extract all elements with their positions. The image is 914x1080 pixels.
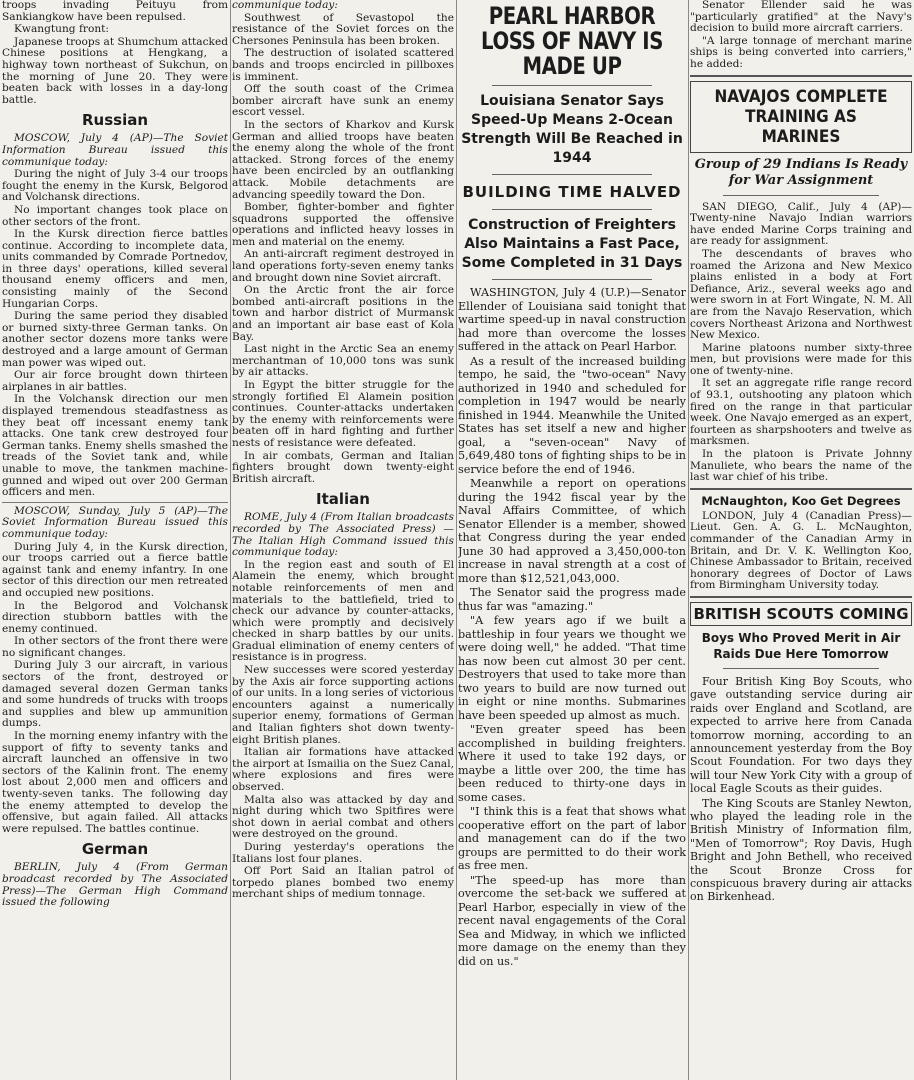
paragraph: On the Arctic front the air force bombed anti-aircraft positions in the town and harbor district of Murmansk and an important air base east of Kola Bay.	[232, 284, 454, 343]
paragraph: Four British King Boy Scouts, who gave outstanding service during air raids over England and Scotland, are expected to arrive here from Canada tomorrow morning, according to an announcement yesterday from the Boy Scout Foundation. For two days they will tour New York City with a group of local Eagle Scouts as their guides.	[690, 674, 912, 796]
deck: Boys Who Proved Merit in Air Raids Due Here Tomorrow	[701, 630, 901, 661]
paragraph: Off Port Said an Italian patrol of torpedo planes bombed two enemy merchant ships of medium tonnage.	[232, 865, 454, 901]
deck: Construction of Freighters Also Maintains a Fast Pace, Some Completed in 31 Days	[461, 217, 683, 271]
divider	[723, 195, 878, 196]
paragraph: An anti-aircraft regiment destroyed in land operations forty-seven enemy tanks and brought down nine Soviet aircraft.	[232, 248, 454, 284]
paragraph: It set an aggregate rifle range record of 93.1, outshooting any platoon which fired on the range in that particular week. One Navajo emerged as an expert, fourteen as sharpshooters and twelve as marksmen.	[690, 377, 912, 448]
dateline: BERLIN, July 4 (From German broadcast recorded by The Associated Press)—The German High Command issued the following	[2, 861, 228, 909]
headline: PEARL HARBOR LOSS OF NAVY IS MADE UP	[481, 2, 663, 80]
column-1	[2, 0, 228, 1080]
russian-heading: Russian	[81, 111, 149, 130]
german-heading: German	[81, 840, 149, 859]
paragraph: In the Volchansk direction our men displayed tremendous steadfastness as they beat off incessant enemy tank attacks. One tank crew destroyed four German tanks. Enemy shells smashed the treads of the Soviet tank and, while unable to move, the tankmen machine-gunned and wiped out over 200 German officers and men.	[2, 393, 228, 499]
column-rule	[456, 0, 457, 1080]
paragraph: The descendants of braves who roamed the Arizona and New Mexico plains enlisted in a body at Fort Defiance, Ariz., several weeks ago and were sworn in at Fort Wingate, N. M. All are from the Navajo Reservation, which covers Northeast Arizona and Northwest New Mexico.	[690, 247, 912, 342]
column-3	[458, 0, 686, 1080]
paragraph: "The speed-up has more than overcome the set-back we suffered at Pearl Harbor, especially in view of the recent naval engagements of the Coral Sea and Midway, in which we inflicted more damage on the enemy than they did on us."	[458, 873, 686, 968]
paragraph: During July 4, in the Kursk direction, our troops carried out a fierce battle against tank and enemy infantry. In one sector of this direction our men retreated and occupied new positions.	[2, 540, 228, 599]
paragraph: As a result of the increased building tempo, he said, the "two-ocean" Navy authorized in 1940 and scheduled for completion in 1947 would be nearly finished in 1944. Meanwhile the United States has set itself a new and higher goal, a "seven-ocean" Navy of 5,649,480 tons of fighting ships to be in service before the end of 1946.	[458, 354, 686, 476]
headline: McNaughton, Koo Get Degrees	[701, 493, 901, 508]
scouts-article	[690, 675, 912, 904]
paragraph: In other sectors of the front there were no significant changes.	[2, 635, 228, 659]
paragraph: In air combats, German and Italian fighters brought down twenty-eight British aircraft.	[232, 449, 454, 485]
paragraph: During the night of July 3-4 our troops fought the enemy in the Kursk, Belgorod and Volchansk directions.	[2, 168, 228, 204]
paragraph: New successes were scored yesterday by the Axis air force supporting actions of our units. In a long series of victorious encounters against a numerically superior enemy, formations of German and Italian fighters shot down twenty-eight British planes.	[232, 664, 454, 746]
headline: NAVAJOS COMPLETE TRAINING AS MARINES	[714, 86, 888, 147]
paragraph: communique today:	[232, 0, 338, 11]
paragraph: The King Scouts are Stanley Newton, who played the leading role in the British Ministry of Information film, "Men of Tomorrow"; Roy Davis, Hugh Bright and John Bethell, who received the Scout Bronze Cross for conspicuous bravery during air attacks on Birkenhead.	[690, 796, 912, 904]
paragraph: Japanese troops at Shumchum attacked Chinese positions at Hengkang, a highway town northeast of Sukchun, on the morning of June 20. They were beaten back with losses in a day-long battle.	[2, 35, 228, 106]
paragraph: Bomber, fighter-bomber and fighter squadrons supported the offensive operations and inflicted heavy losses in men and material on the enemy.	[232, 201, 454, 248]
column-rule	[230, 0, 231, 1080]
paragraph: "Even greater speed has been accomplished in building freighters. Where it used to take 192 days, or maybe a little over 200, the time has been reduced to thirty-one days in some cases.	[458, 723, 686, 804]
paragraph: Marine platoons number sixty-three men, but provisions were made for this one of twenty-nine.	[690, 341, 912, 377]
deck: BUILDING TIME HALVED	[462, 183, 682, 201]
divider	[690, 75, 912, 77]
paragraph: In the platoon is Private Johnny Manuliete, who bears the name of the last war chief of his tribe.	[690, 448, 912, 484]
divider	[723, 668, 878, 669]
paragraph: Our air force brought down thirteen airplanes in air battles.	[2, 369, 228, 393]
paragraph: In the Kursk direction fierce battles continue. According to incomplete data, units commanded by Comrade Portnedov, in three days' operations, killed several thousand enemy officers and men, consisting mainly of the Second Hungarian Corps.	[2, 228, 228, 310]
paragraph: "A few years ago if we built a battleship in four years we thought we were doing well," he added. "That time has now been cut almost 30 per cent. Destroyers that used to take more than two years to build are now turned out in eight or nine months. Submarines have been speeded up almost as much.	[458, 614, 686, 722]
paragraph: Italian air formations have attacked the airport at Ismailia on the Suez Canal, where explosions and fires were observed.	[232, 746, 454, 793]
deck: Group of 29 Indians Is Ready for War Assignment	[694, 156, 908, 188]
navajo-headline-box	[690, 81, 912, 153]
paragraph: During July 3 our aircraft, in various sectors of the front, destroyed or damaged several dozen German tanks and some hundreds of trucks with troops and supplies and blew up ammunition dumps.	[2, 659, 228, 730]
paragraph: During the same period they disabled or burned sixty-three German tanks. On another sector dozens more tanks were destroyed and a large amount of German man power was wiped out.	[2, 310, 228, 369]
paragraph: The Senator said the progress made thus far was "amazing."	[458, 586, 686, 613]
paragraph: In the Belgorod and Volchansk direction stubborn battles with the enemy continued.	[2, 599, 228, 635]
paragraph: "A large tonnage of merchant marine ships is being converted into carriers," he added:	[690, 34, 912, 70]
paragraph: During yesterday's operations the Italians lost four planes.	[232, 840, 454, 865]
paragraph: Kwangtung front:	[14, 23, 109, 36]
headline: BRITISH SCOUTS COMING	[690, 602, 912, 626]
paragraph: "I think this is a feat that shows what cooperative effort on the part of labor and management can do if the two groups are permitted to do their work as free men.	[458, 805, 686, 872]
divider	[492, 85, 652, 86]
paragraph: Senator Ellender said he was "particularly gratified" at the Navy's decision to build more aircraft carriers.	[690, 0, 912, 35]
dateline: SAN DIEGO, Calif., July 4 (AP)—Twenty-nine Navajo Indian warriors have ended Marine Corps training and are ready for assignment.	[690, 200, 912, 248]
paragraph: In the sectors of Kharkov and Kursk German and allied troops have beaten the enemy along the whole of the front attacked. Strong forces of the enemy have been encircled by an outflanking attack. Mobile detachments are advancing speedily toward the Don.	[232, 118, 454, 201]
divider	[492, 174, 652, 175]
column-rule	[688, 0, 689, 1080]
divider	[492, 209, 652, 210]
paragraph: Malta also was attacked by day and night during which two Spitfires were shot down in aerial combat and others were destroyed on the ground.	[232, 793, 454, 841]
paragraph: Southwest of Sevastopol the resistance of the Soviet forces on the Chersones Peninsula has been broken.	[232, 11, 454, 47]
column-2	[232, 0, 454, 1080]
paragraph: In Egypt the bitter struggle for the strongly fortified El Alamein position continues. Counter-attacks undertaken by the enemy with reinforcements were beaten off in hard fighting and further nests of resistance were defeated.	[232, 379, 454, 449]
paragraph: In the region east and south of El Alamein the enemy, which brought notable reinforcements of men and materials to the battlefield, tried to check our advance by counter-attacks, which were promptly and decisively checked in sharp battles by our units. Gradual elimination of enemy centers of resistance is in progress.	[232, 558, 454, 664]
paragraph: In the morning enemy infantry with the support of fifty to seventy tanks and aircraft launched an offensive in two sectors of the Kalinin front. The enemy lost about 2,000 men and officers and twenty-seven tanks. The following day the enemy attempted to develop the offensive, but again failed. All attacks were repulsed. The battles continue.	[2, 730, 228, 835]
divider	[690, 596, 912, 598]
divider	[690, 488, 912, 490]
dateline: ROME, July 4 (From Italian broadcasts recorded by The Associated Press) — The Italian High Command issued this communique today:	[232, 511, 454, 559]
paragraph: Meanwhile a report on operations during the 1942 fiscal year by the Naval Affairs Committee, of which Senator Ellender is a member, showed that Congress during the year ended June 30 had approved a 3,450,000-ton increase in naval strength at a cost of more than $12,521,043,000.	[458, 477, 686, 585]
dateline: MOSCOW, Sunday, July 5 (AP)—The Soviet Information Bureau issued this communique today:	[2, 504, 228, 540]
paragraph: Off the south coast of the Crimea bomber aircraft have sunk an enemy escort vessel.	[232, 83, 454, 119]
column-4	[690, 0, 912, 1080]
dateline: MOSCOW, July 4 (AP)—The Soviet Information Bureau issued this communique today:	[2, 132, 228, 168]
paragraph: LONDON, July 4 (Canadian Press)—Lieut. Gen. A. G. L. McNaughton, commander of the Canadian Army in Britain, and Dr. V. K. Wellington Koo, Chinese Ambassador to Britain, received honorary degrees of Doctor of Laws from Birmingham University today.	[690, 509, 912, 592]
divider	[492, 279, 652, 280]
paragraph: Last night in the Arctic Sea an enemy merchantman of 10,000 tons was sunk by air attacks.	[232, 343, 454, 379]
italian-heading: Italian	[316, 490, 370, 509]
dateline: WASHINGTON, July 4 (U.P.)—Senator Ellender of Louisiana said tonight that wartime speed-up in naval construction had more than overcome the losses suffered in the attack on Pearl Harbor.	[458, 286, 686, 353]
deck: Louisiana Senator Says Speed-Up Means 2-Ocean Strength Will Be Reached in 1944	[461, 93, 683, 166]
divider	[2, 502, 228, 503]
paragraph: troops invading Peituyu from Sankiangkow have been repulsed.	[2, 0, 228, 23]
paragraph: The destruction of isolated scattered bands and troops encircled in pillboxes is imminent.	[232, 47, 454, 83]
paragraph: No important changes took place on other sectors of the front.	[2, 203, 228, 228]
